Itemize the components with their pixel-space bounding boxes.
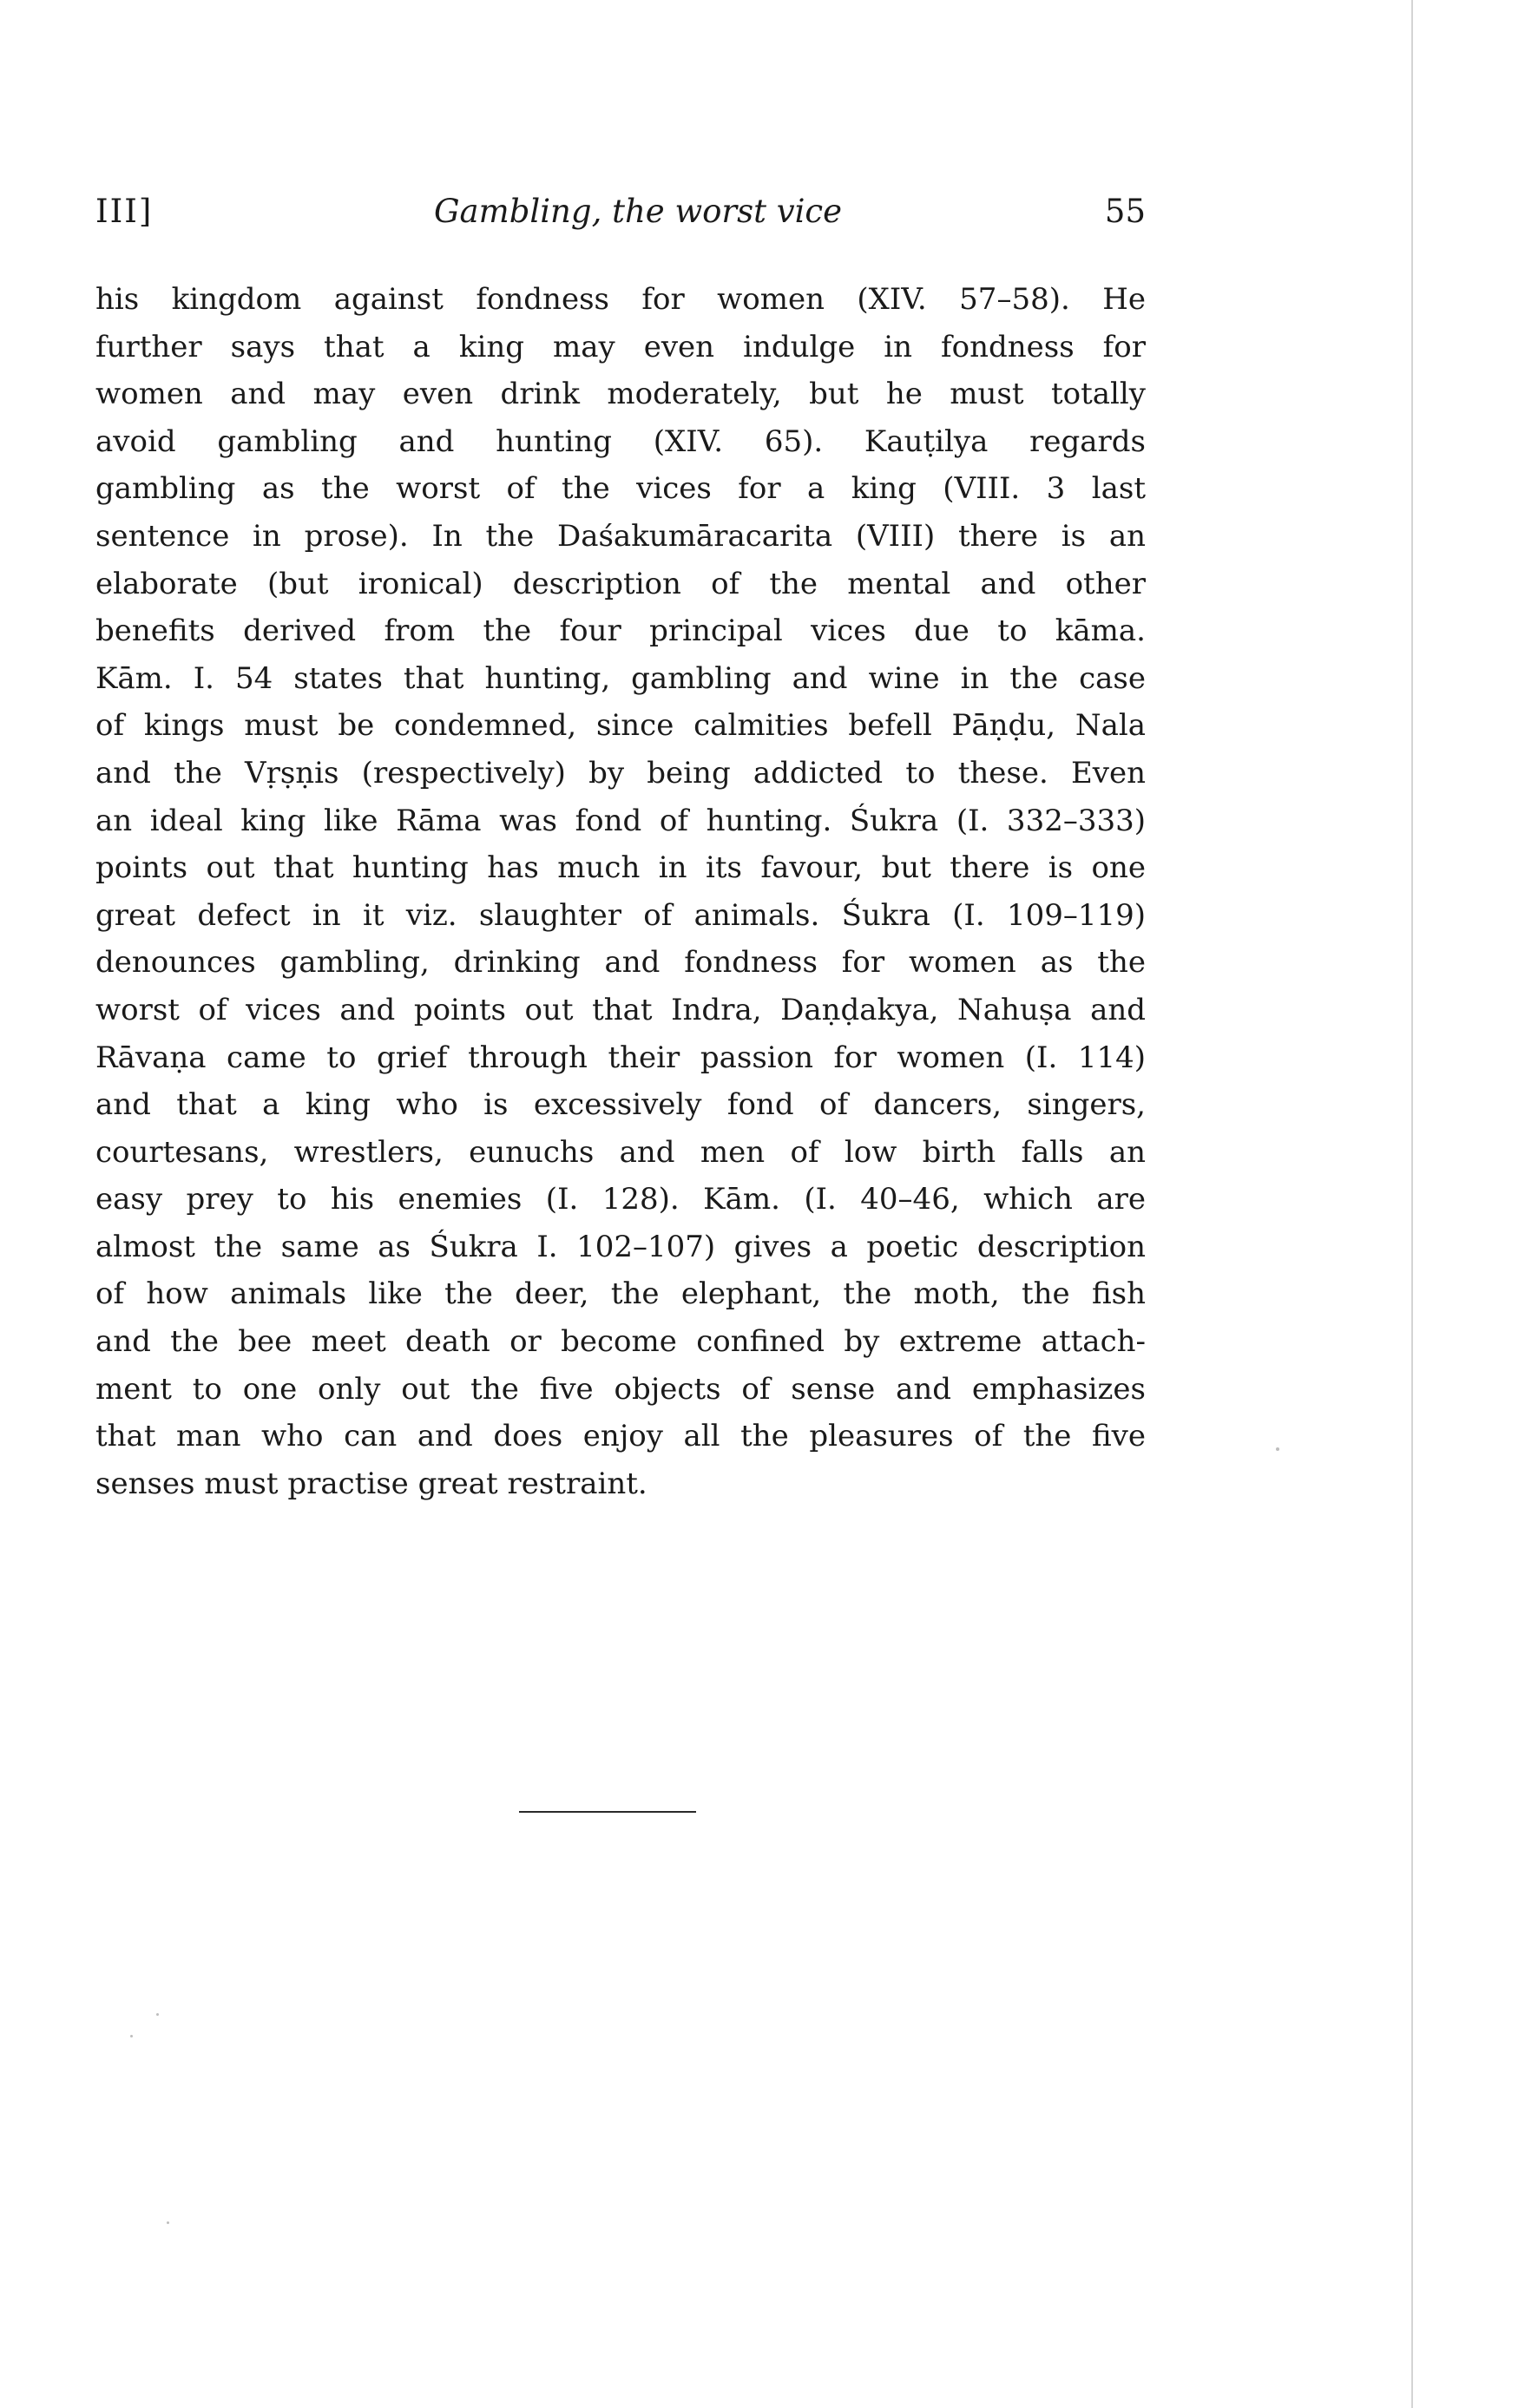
page-number: 55 [1104, 193, 1146, 230]
scan-speck [167, 2221, 169, 2224]
text-line: his kingdom against fondness for women (XIV. 57–58). He [95, 282, 1146, 317]
running-title: Gambling, the worst vice [434, 193, 843, 230]
scan-speck [130, 2035, 133, 2037]
text-line: Rāvaṇa came to grief through their passion for women (I. 114) [95, 1040, 1146, 1075]
scan-speck [1276, 1447, 1279, 1451]
text-line-last: senses must practise great restraint. [95, 1466, 647, 1501]
text-line: worst of vices and points out that Indra, Daṇḍakya, Nahuṣa and [95, 992, 1146, 1027]
text-line: points out that hunting has much in its favour, but there is one [95, 850, 1146, 886]
text-line: women and may even drink moderately, but he must totally [95, 377, 1146, 412]
body-paragraph [95, 276, 1146, 1507]
text-line: sentence in prose). In the Daśakumāracarita (VIII) there is an [95, 518, 1146, 554]
text-line: Kām. I. 54 states that hunting, gambling and wine in the case [95, 660, 1146, 696]
text-line: of kings must be condemned, since calmities befell Pāṇḍu, Nala [95, 708, 1146, 744]
text-line: further says that a king may even indulge in fondness for [95, 329, 1146, 364]
text-line: and the Vṛṣṇis (respectively) by being addicted to these. Even [95, 755, 1146, 791]
text-line: ment to one only out the five objects of sense and emphasizes [95, 1371, 1146, 1407]
text-line: almost the same as Śukra I. 102–107) gives a poetic description [95, 1229, 1146, 1264]
text-line: gambling as the worst of the vices for a king (VIII. 3 last [95, 471, 1146, 507]
text-line: easy prey to his enemies (I. 128). Kām. (I. 40–46, which are [95, 1182, 1146, 1217]
text-line: great defect in it viz. slaughter of animals. Śukra (I. 109–119) [95, 897, 1146, 933]
page-header [95, 193, 1146, 236]
scan-speck [156, 2013, 159, 2016]
text-line: denounces gambling, drinking and fondness for women as the [95, 945, 1146, 981]
chapter-marker: III] [95, 193, 154, 230]
text-line: an ideal king like Rāma was fond of hunting. Śukra (I. 332–333) [95, 803, 1146, 838]
text-line: and that a king who is excessively fond of dancers, singers, [95, 1087, 1146, 1123]
text-line: benefits derived from the four principal vices due to kāma. [95, 613, 1146, 649]
text-line: courtesans, wrestlers, eunuchs and men of low birth falls an [95, 1134, 1146, 1170]
text-line: of how animals like the deer, the elephant, the moth, the fish [95, 1276, 1146, 1312]
text-line: avoid gambling and hunting (XIV. 65). Kauṭilya regards [95, 423, 1146, 459]
text-line: and the bee meet death or become confined by extreme attach- [95, 1324, 1146, 1360]
page-edge-line [1411, 0, 1413, 2408]
text-line: that man who can and does enjoy all the pleasures of the five [95, 1419, 1146, 1454]
text-line: elaborate (but ironical) description of the mental and other [95, 566, 1146, 601]
section-end-rule [519, 1811, 696, 1813]
